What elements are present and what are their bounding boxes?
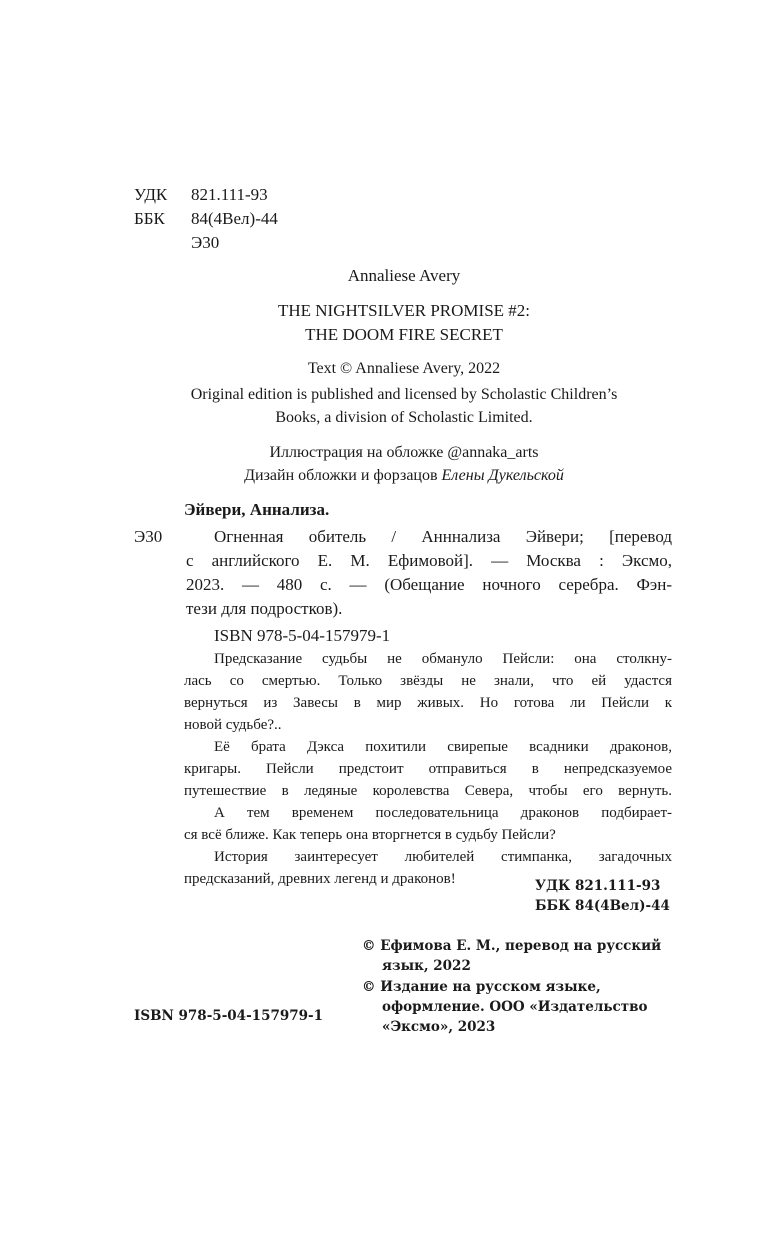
copyright-2-line2: оформление. ООО «Издательство [382, 999, 648, 1015]
entry-line-4: тези для подростков). [186, 599, 343, 618]
copyright-2-line3: «Эксмо», 2023 [382, 1019, 496, 1035]
entry-line-2: с английского Е. М. Ефимовой]. — Москва : Эксмо, [186, 551, 672, 570]
entry-line-1: Огненная обитель / Анннализа Эйвери; [перевод [214, 527, 672, 546]
bbk-label: ББК [134, 209, 165, 228]
author-mark: Э30 [191, 233, 220, 252]
annotation-p1-line1: Предсказание судьбы не обмануло Пейсли: она столкну- [214, 651, 672, 667]
copyright-2 [362, 977, 647, 1037]
original-title-line1: THE NIGHTSILVER PROMISE #2: [277, 301, 531, 320]
design-credit [0, 464, 768, 487]
illustration-credit: Иллюстрация на обложке @annaka_arts [269, 444, 539, 461]
entry-isbn: ISBN 978-5-04-157979-1 [214, 626, 391, 645]
entry-mark: Э30 [134, 527, 163, 546]
entry-heading: Эйвери, Аннализа. [184, 500, 330, 519]
design-credit-name: Елены Дукельской [441, 467, 564, 484]
entry-line-3: 2023. — 480 с. — (Обещание ночного серебра. Фэн- [186, 575, 672, 594]
original-title-line2: THE DOOM FIRE SECRET [305, 325, 503, 344]
copyright-1 [362, 936, 661, 976]
annotation-p1-line2: лась со смертью. Только звёзды не знали, что ей удастся [184, 673, 672, 689]
annotation-p2-line3: путешествие в ледяные королевства Севера, чтобы его вернуть. [184, 783, 672, 799]
copyright-1-line2: язык, 2022 [382, 958, 471, 974]
license-line2: Books, a division of Scholastic Limited. [275, 409, 533, 426]
footer-bbk: ББК 84(4Вел)-44 [535, 898, 670, 914]
bottom-isbn: ISBN 978-5-04-157979-1 [134, 1008, 324, 1024]
annotation-p2-line2: кригары. Пейсли предстоит отправиться в непредсказуемое [184, 761, 672, 777]
annotation [184, 648, 672, 890]
udk-label: УДК [134, 185, 168, 204]
original-copyright: Text © Annaliese Avery, 2022 [307, 360, 501, 377]
design-credit-prefix: Дизайн обложки и форзацов [244, 467, 442, 484]
udk-value: 821.111-93 [191, 185, 268, 204]
annotation-p4-line2: предсказаний, древних легенд и драконов! [184, 871, 456, 887]
annotation-p3-line2: ся всё ближе. Как теперь она вторгнется в судьбу Пейсли? [184, 827, 556, 843]
bbk-value: 84(4Вел)-44 [191, 209, 278, 228]
original-author: Annaliese Avery [347, 266, 461, 285]
footer-udk: УДК 821.111-93 [535, 878, 661, 894]
annotation-p1-line4: новой судьбе?.. [184, 717, 282, 733]
copyright-1-line1: © Ефимова Е. М., перевод на русский [362, 938, 662, 954]
annotation-p4-line1: История заинтересует любителей стимпанка, загадочных [214, 849, 672, 865]
annotation-p1-line3: вернуться из Завесы в мир живых. Но готова ли Пейсли к [184, 695, 672, 711]
copyright-2-line1: © Издание на русском языке, [362, 979, 601, 995]
annotation-p2-line1: Её брата Дэкса похитили свирепые всадники драконов, [214, 739, 672, 755]
license-line1: Original edition is published and licensed by Scholastic Children’s [190, 386, 618, 403]
entry-body [186, 525, 672, 621]
annotation-p3-line1: А тем временем последовательница драконов подбирает- [214, 805, 672, 821]
